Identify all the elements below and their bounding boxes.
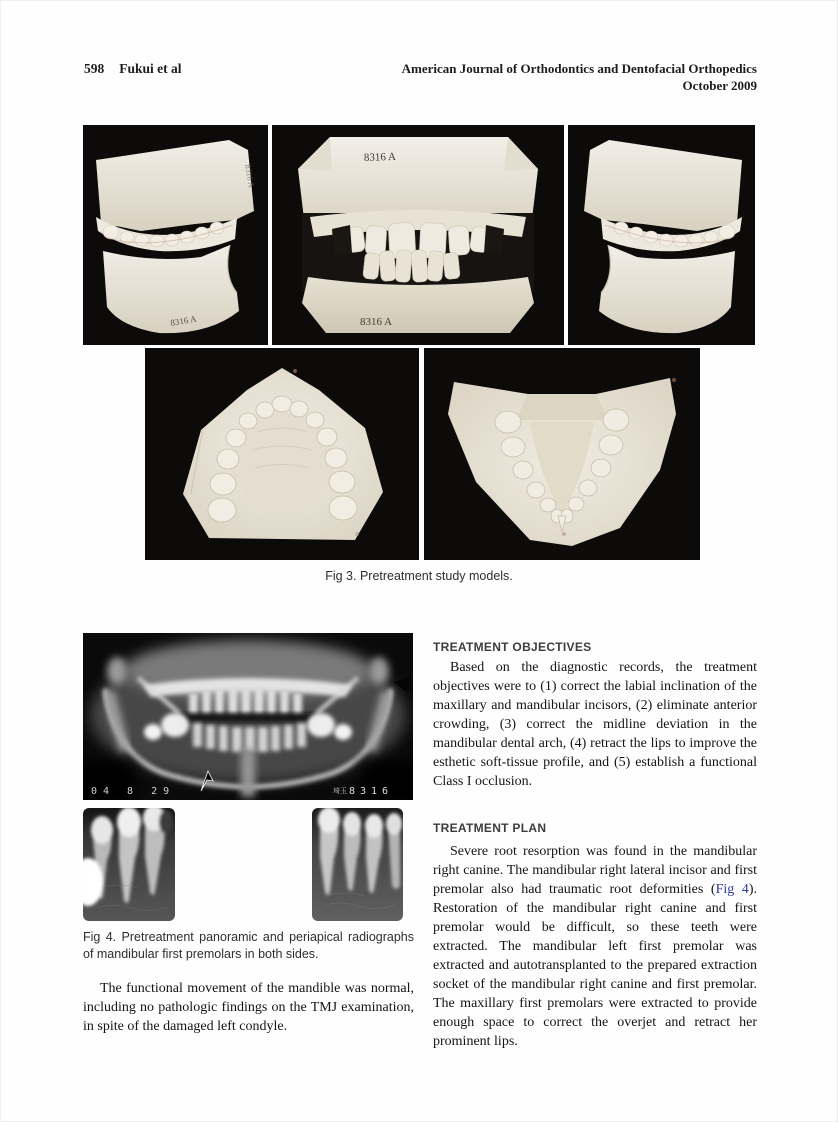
- plan-text-before: Severe root resorption was found in the mandibular right canine. The mandibular right lateral incisor and first premolar also had traumatic root deformities (: [433, 844, 757, 897]
- pano-id-stamp: 8316: [349, 786, 394, 797]
- cast-mandibular-occlusal-image: [424, 348, 700, 560]
- treatment-plan-paragraph: [433, 842, 757, 1051]
- fig4-caption: Fig 4. Pretreatment panoramic and periapical radiographs of mandibular first premolars in both sides.: [83, 930, 414, 961]
- page-header-left: [84, 61, 182, 77]
- treatment-objectives-paragraph: Based on the diagnostic records, the treatment objectives were to (1) correct the labial inclination of the maxillary and mandibular incisors, (2) eliminate anterior crowding, (3) correct the midline deviation in the mandibular dental arch, (4) retract the lips to improve the esthetic soft-tissue profile, and (5) establish a functional Class I occlusion.: [433, 660, 757, 789]
- study-model-mandibular-occlusal-photo: [424, 348, 700, 560]
- cast-id-label: 8316 A: [169, 313, 198, 328]
- page-header-right: [402, 61, 757, 94]
- periapical-xray-left-image: [312, 808, 403, 921]
- cast-id-label-faint: 8316 A: [243, 163, 256, 189]
- running-authors: Fukui et al: [119, 61, 182, 76]
- fig3-panel: [83, 125, 755, 560]
- fig3-caption: Fig 3. Pretreatment study models.: [325, 569, 513, 583]
- plan-text-after: ). Restoration of the mandibular right canine and first premolar would be difficult, so these teeth were extracted. The mandibular left first premolar was extracted and autotransplanted to the prepared extraction socket of the mandibular right canine and first premolar. The maxillary first premolars were extracted to provide enough space to correct the overjet and retract her prominent lips.: [433, 882, 757, 1049]
- study-model-left-buccal-photo: [568, 125, 755, 345]
- issue-date: October 2009: [682, 77, 757, 93]
- section-heading-treatment-objectives: TREATMENT OBJECTIVES: [433, 640, 592, 654]
- cast-id-label-top: 8316 A: [363, 150, 397, 164]
- periapical-radiograph-right: [83, 808, 175, 921]
- periapical-radiograph-left: [312, 808, 403, 921]
- study-model-maxillary-occlusal-photo: [145, 348, 419, 560]
- cast-maxillary-occlusal-image: [145, 348, 419, 560]
- cast-frontal-image: [272, 125, 564, 345]
- fig4-link[interactable]: Fig 4: [715, 882, 749, 897]
- page-number: 598: [84, 61, 105, 76]
- periapical-xray-right-image: [83, 808, 175, 921]
- tmj-paragraph: The functional movement of the mandible was normal, including no pathologic findings on the TMJ examination, in spite of the damaged left condyle.: [83, 981, 414, 1034]
- study-model-frontal-photo: [272, 125, 564, 345]
- cast-id-label-bottom: 8316 A: [360, 316, 393, 328]
- panoramic-radiograph: [83, 633, 413, 800]
- study-model-right-buccal-photo: [83, 125, 268, 345]
- cast-right-buccal-image: [83, 125, 268, 345]
- pano-id-prefix: 埼玉: [333, 787, 347, 795]
- section-heading-treatment-plan: TREATMENT PLAN: [433, 821, 547, 835]
- journal-name: American Journal of Orthodontics and Dentofacial Orthopedics: [401, 61, 757, 76]
- panoramic-xray-image: [83, 633, 413, 800]
- pano-date-stamp: 04 8 29: [91, 786, 176, 797]
- cast-left-buccal-image: [568, 125, 755, 345]
